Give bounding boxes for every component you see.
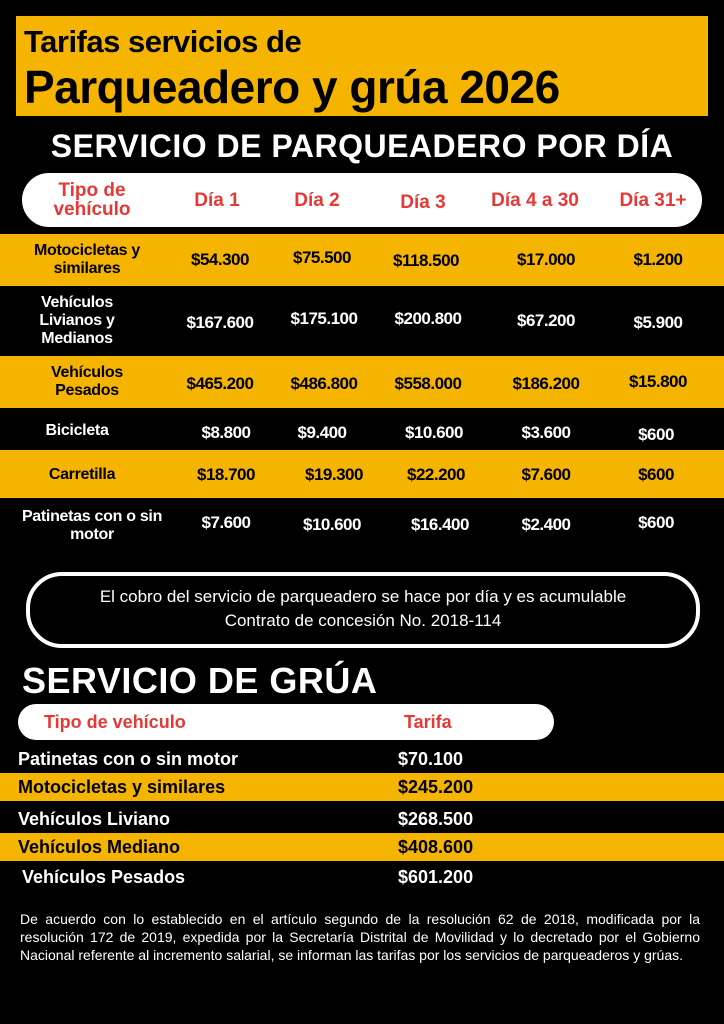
col-day-2: Día 2 — [294, 190, 340, 211]
col-tow-vehicle: Tipo de vehículo — [44, 712, 186, 732]
rate-day-1: $465.200 — [186, 374, 254, 393]
tow-rate: $70.100 — [398, 749, 464, 769]
tow-rate: $245.200 — [398, 777, 474, 797]
rate-day-2: $9.400 — [297, 423, 347, 442]
rate-day-2: $175.100 — [290, 309, 358, 328]
col-vehicle-type: Tipo de vehículo — [53, 180, 131, 220]
tow-row — [0, 805, 724, 833]
parking-heading: SERVICIO DE PARQUEADERO POR DÍA — [50, 128, 674, 164]
tow-row — [0, 833, 724, 861]
rate-day-31: $600 — [638, 513, 674, 532]
col-day-4-30: Día 4 a 30 — [491, 190, 579, 211]
rate-day-4-30: $186.200 — [512, 374, 580, 393]
rate-day-4-30: $2.400 — [521, 515, 571, 534]
rate-day-4-30: $67.200 — [517, 311, 575, 330]
rate-day-31: $15.800 — [629, 372, 687, 391]
rate-day-3: $16.400 — [411, 515, 469, 534]
rate-day-1: $54.300 — [191, 250, 249, 269]
title-line-2: Parqueadero y grúa 2026 — [24, 61, 560, 113]
vehicle-label: Carretilla — [48, 466, 116, 483]
col-day-31: Día 31+ — [619, 190, 687, 211]
notice-line-1: El cobro del servicio de parqueadero se hace por día y es acumulable — [99, 587, 627, 606]
rate-day-2: $19.300 — [305, 465, 363, 484]
parking-row — [0, 286, 724, 356]
col-day-1: Día 1 — [194, 190, 240, 211]
title-banner — [16, 16, 708, 116]
rate-day-3: $10.600 — [405, 423, 463, 442]
notice-box — [26, 572, 700, 648]
rate-day-1: $8.800 — [201, 423, 251, 442]
rate-day-2: $10.600 — [303, 515, 361, 534]
vehicle-label: Vehículos Pesados — [51, 364, 123, 399]
tow-heading: SERVICIO DE GRÚA — [22, 660, 378, 701]
tow-vehicle-label: Vehículos Liviano — [18, 809, 171, 829]
rate-day-3: $558.000 — [394, 374, 462, 393]
tow-table-header — [18, 704, 554, 740]
rate-day-2: $75.500 — [293, 248, 351, 267]
tow-vehicle-label: Vehículos Pesados — [22, 867, 186, 887]
tow-row — [0, 745, 724, 773]
rate-day-31: $600 — [638, 425, 674, 444]
vehicle-label: Vehículos Livianos y Medianos — [39, 294, 115, 347]
col-tow-rate: Tarifa — [404, 712, 452, 732]
tow-row — [0, 863, 724, 891]
title-line-1: Tarifas servicios de — [24, 24, 302, 59]
rate-day-3: $22.200 — [407, 465, 465, 484]
notice-line-2: Contrato de concesión No. 2018-114 — [224, 611, 502, 630]
rate-day-31: $5.900 — [633, 313, 683, 332]
tow-row — [0, 773, 724, 801]
rate-day-1: $18.700 — [197, 465, 255, 484]
tow-vehicle-label: Patinetas con o sin motor — [18, 749, 239, 769]
rate-day-4-30: $7.600 — [521, 465, 571, 484]
parking-row — [0, 408, 724, 450]
tow-vehicle-label: Vehículos Mediano — [18, 837, 181, 857]
vehicle-label: Patinetas con o sin motor — [21, 508, 163, 543]
parking-row — [0, 498, 724, 556]
rate-day-4-30: $17.000 — [517, 250, 575, 269]
tow-rate: $268.500 — [398, 809, 474, 829]
vehicle-label: Motocicletas y similares — [33, 242, 141, 277]
parking-table-header — [22, 173, 702, 227]
tow-rate: $408.600 — [398, 837, 474, 857]
tow-rate: $601.200 — [398, 867, 474, 887]
tow-vehicle-label: Motocicletas y similares — [18, 777, 226, 797]
rate-day-2: $486.800 — [290, 374, 358, 393]
footer-text: De acuerdo con lo establecido en el artículo segundo de la resolución 62 de 2018, modificada por la resolución 172 de 2019, expedida por la Secretaría Distrital de Movilidad y lo decretado por el Gobierno Nacional referente al incremento salarial, se informan las tarifas por los servicios de parqueaderos y grúas. — [20, 911, 700, 963]
rate-day-3: $118.500 — [393, 251, 459, 270]
col-day-3: Día 3 — [400, 192, 446, 213]
rate-day-1: $7.600 — [201, 513, 251, 532]
rate-day-3: $200.800 — [394, 309, 462, 328]
parking-row — [0, 450, 724, 498]
rate-day-4-30: $3.600 — [521, 423, 571, 442]
rate-day-31: $1.200 — [633, 250, 683, 269]
vehicle-label: Bicicleta — [45, 422, 109, 439]
parking-row — [0, 234, 724, 286]
parking-row — [0, 356, 724, 408]
rate-day-31: $600 — [638, 465, 674, 484]
rate-day-1: $167.600 — [186, 313, 254, 332]
